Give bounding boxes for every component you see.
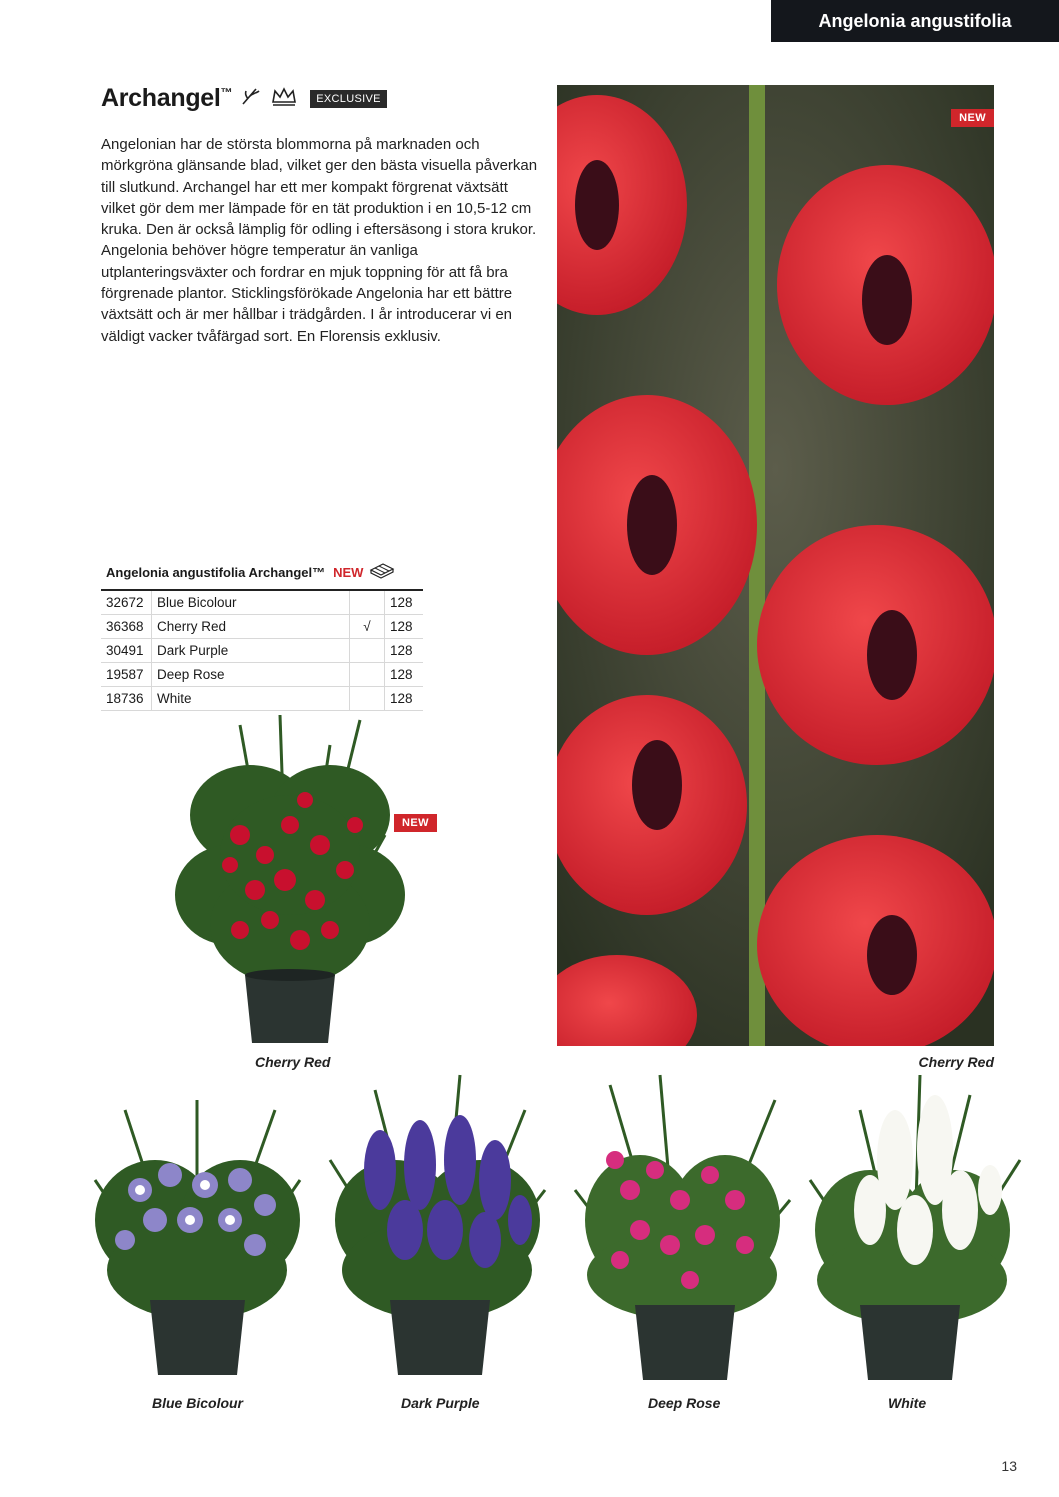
- plant-illustration: [325, 1070, 550, 1380]
- plant-illustration: [170, 705, 410, 1050]
- plant-illustration: [85, 1080, 310, 1380]
- table-row: [101, 663, 423, 687]
- product-title-row: [101, 84, 387, 113]
- crown-icon: [270, 85, 298, 112]
- variety-table-title: Angelonia angustifolia Archangel™: [106, 565, 326, 580]
- row-check: [350, 639, 385, 663]
- featured-plant-photo: [170, 705, 410, 1050]
- plant-photo-blue-bicolour: [85, 1080, 310, 1380]
- row-qty: 128: [385, 615, 424, 639]
- hero-caption: Cherry Red: [918, 1054, 994, 1070]
- row-name: Deep Rose: [152, 663, 350, 687]
- row-name: Blue Bicolour: [152, 591, 350, 615]
- featured-plant-caption: Cherry Red: [255, 1054, 331, 1070]
- variety-table-new-label: NEW: [333, 565, 364, 580]
- row-name: Cherry Red: [152, 615, 350, 639]
- cutting-icon: [240, 85, 262, 112]
- row-qty: 128: [385, 687, 424, 711]
- variety-table: [101, 556, 423, 711]
- exclusive-badge: EXCLUSIVE: [310, 90, 386, 108]
- row-qty: 128: [385, 663, 424, 687]
- row-code: 30491: [101, 639, 152, 663]
- plant-illustration: [800, 1070, 1025, 1385]
- section-title: Angelonia angustifolia: [818, 10, 1012, 31]
- row-code: 18736: [101, 687, 152, 711]
- plant-caption: Deep Rose: [648, 1395, 721, 1411]
- row-check: √: [350, 615, 385, 639]
- featured-plant-new-tag: NEW: [394, 814, 437, 832]
- row-qty: 128: [385, 591, 424, 615]
- plant-caption: White: [888, 1395, 927, 1411]
- row-check: [350, 663, 385, 687]
- plant-photo-white: [800, 1070, 1025, 1385]
- table-row: [101, 639, 423, 663]
- table-row: [101, 615, 423, 639]
- row-check: [350, 591, 385, 615]
- tray-icon: [369, 562, 395, 583]
- hero-photo: [557, 85, 994, 1046]
- hero-new-tag: NEW: [951, 109, 994, 127]
- product-title: Archangel™: [101, 84, 233, 112]
- product-description: Angelonian har de största blommorna på marknaden och mörkgröna glänsande blad, vilket ger den bästa visuella påverkan till slutkund. Archangel har ett mer kompakt förgrenat växtsätt vilket gör dem mer lämpade för en tät produktion i en 10,5-12 cm kruka. Den är också lämplig för odling i eftersäsong i stora krukor. Angelonia behöver högre temperatur än vanliga utplanteringsväxter och fordrar en mjuk toppning för att få bra förgrenade plantor. Sticklingsförökade Angelonia har ett bättre växtsätt och är mer hållbar i trädgården. I år introducerar vi en väldigt vacker tvåfärgad sort. En Florensis exklusiv.: [101, 136, 538, 345]
- variety-table-body: [101, 591, 423, 711]
- plant-illustration: [570, 1070, 795, 1385]
- row-name: White: [152, 687, 350, 711]
- row-code: 36368: [101, 615, 152, 639]
- row-code: 32672: [101, 591, 152, 615]
- page-number: 13: [1001, 1458, 1017, 1474]
- row-name: Dark Purple: [152, 639, 350, 663]
- section-header-tab: [771, 0, 1059, 42]
- row-qty: 128: [385, 639, 424, 663]
- table-row: [101, 591, 423, 615]
- row-code: 19587: [101, 663, 152, 687]
- plant-caption: Dark Purple: [401, 1395, 480, 1411]
- plant-photo-deep-rose: [570, 1070, 795, 1385]
- variety-table-header: [101, 556, 423, 591]
- plant-photo-dark-purple: [325, 1070, 550, 1380]
- plant-caption: Blue Bicolour: [152, 1395, 244, 1411]
